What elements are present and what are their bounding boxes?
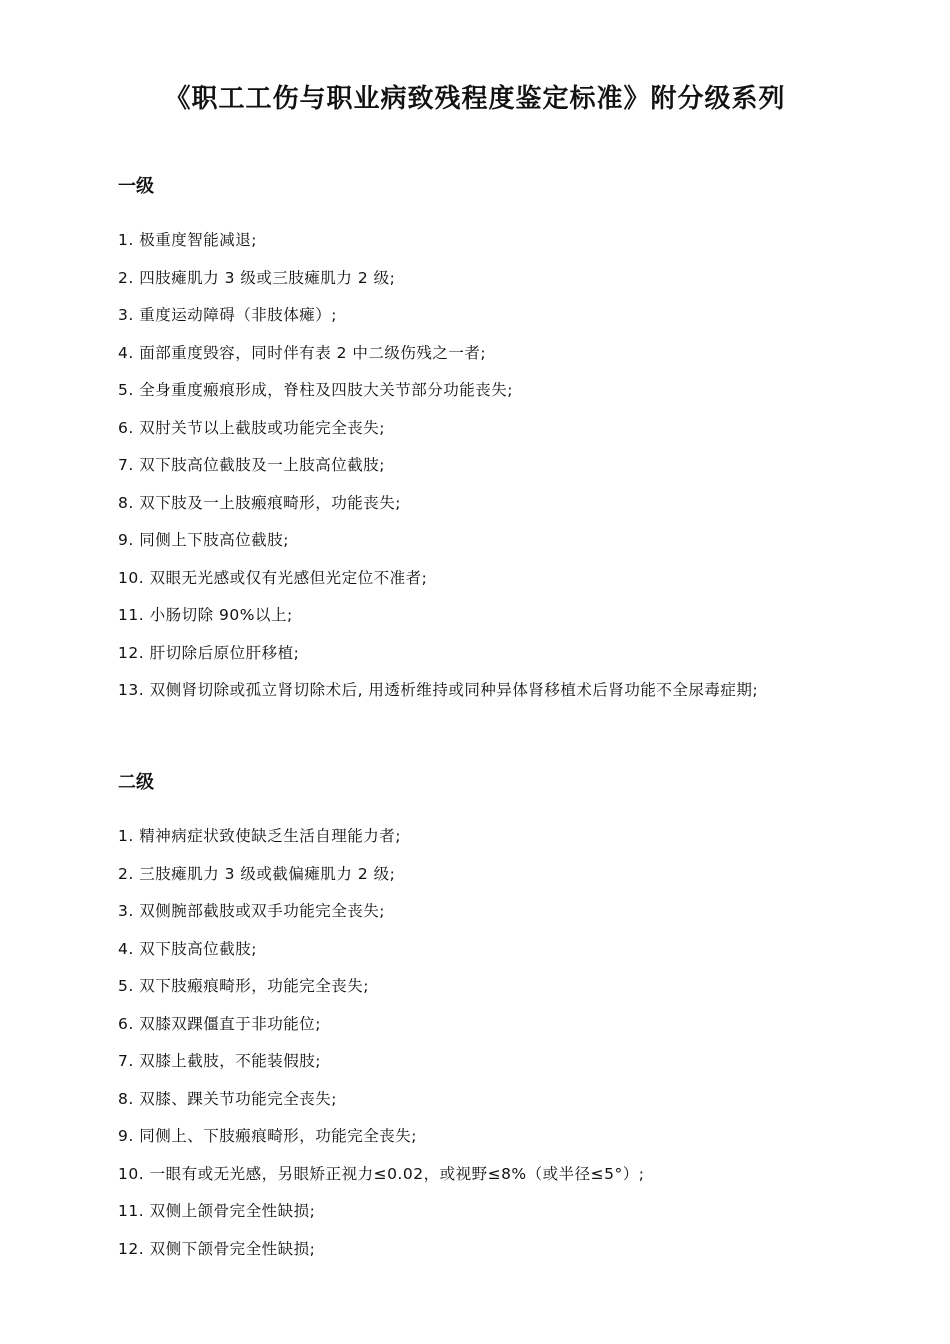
list-item: 6. 双膝双踝僵直于非功能位; — [118, 1014, 321, 1033]
list-item: 11. 双侧上颌骨完全性缺损; — [118, 1202, 316, 1220]
item-list — [118, 818, 838, 1268]
list-item: 6. 双肘关节以上截肢或功能完全丧失; — [118, 418, 385, 437]
section-grade-1 — [118, 172, 838, 710]
list-item: 1. 极重度智能减退; — [118, 231, 257, 249]
list-item: 5. 全身重度瘢痕形成，脊柱及四肢大关节部分功能丧失; — [118, 381, 513, 399]
list-item: 7. 双膝上截肢，不能装假肢; — [118, 1052, 321, 1070]
section-heading: 二级 — [118, 772, 154, 793]
list-item: 4. 面部重度毁容，同时伴有表 2 中二级伤残之一者; — [118, 343, 487, 362]
section-heading: 一级 — [118, 176, 154, 197]
item-list — [118, 222, 838, 710]
list-item: 12. 双侧下颌骨完全性缺损; — [118, 1239, 316, 1258]
list-item: 12. 肝切除后原位肝移植; — [118, 643, 300, 662]
list-item: 9. 同侧上、下肢瘢痕畸形，功能完全丧失; — [118, 1127, 417, 1145]
document-title: 《职工工伤与职业病致残程度鉴定标准》附分级系列 — [164, 84, 786, 114]
list-item: 13. 双侧肾切除或孤立肾切除术后, 用透析维持或同种异体肾移植术后肾功能不全尿毒症期; — [118, 681, 759, 699]
list-item: 3. 双侧腕部截肢或双手功能完全丧失; — [118, 902, 385, 920]
list-item: 5. 双下肢瘢痕畸形，功能完全丧失; — [118, 977, 369, 995]
list-item: 7. 双下肢高位截肢及一上肢高位截肢; — [118, 456, 385, 474]
list-item: 11. 小肠切除 90%以上; — [118, 606, 293, 624]
list-item: 3. 重度运动障碍（非肢体瘫）; — [118, 306, 337, 324]
list-item: 8. 双下肢及一上肢瘢痕畸形，功能丧失; — [118, 493, 401, 512]
section-grade-2 — [118, 768, 838, 1268]
list-item: 8. 双膝、踝关节功能完全丧失; — [118, 1089, 337, 1108]
list-item: 10. 双眼无光感或仅有光感但光定位不准者; — [118, 568, 428, 587]
list-item: 2. 三肢瘫肌力 3 级或截偏瘫肌力 2 级; — [118, 864, 396, 883]
list-item: 1. 精神病症状致使缺乏生活自理能力者; — [118, 827, 401, 845]
list-item: 4. 双下肢高位截肢; — [118, 939, 257, 958]
list-item: 2. 四肢瘫肌力 3 级或三肢瘫肌力 2 级; — [118, 268, 396, 287]
list-item: 9. 同侧上下肢高位截肢; — [118, 531, 289, 549]
list-item: 10. 一眼有或无光感，另眼矫正视力≤0.02，或视野≤8%（或半径≤5°）; — [118, 1164, 645, 1183]
